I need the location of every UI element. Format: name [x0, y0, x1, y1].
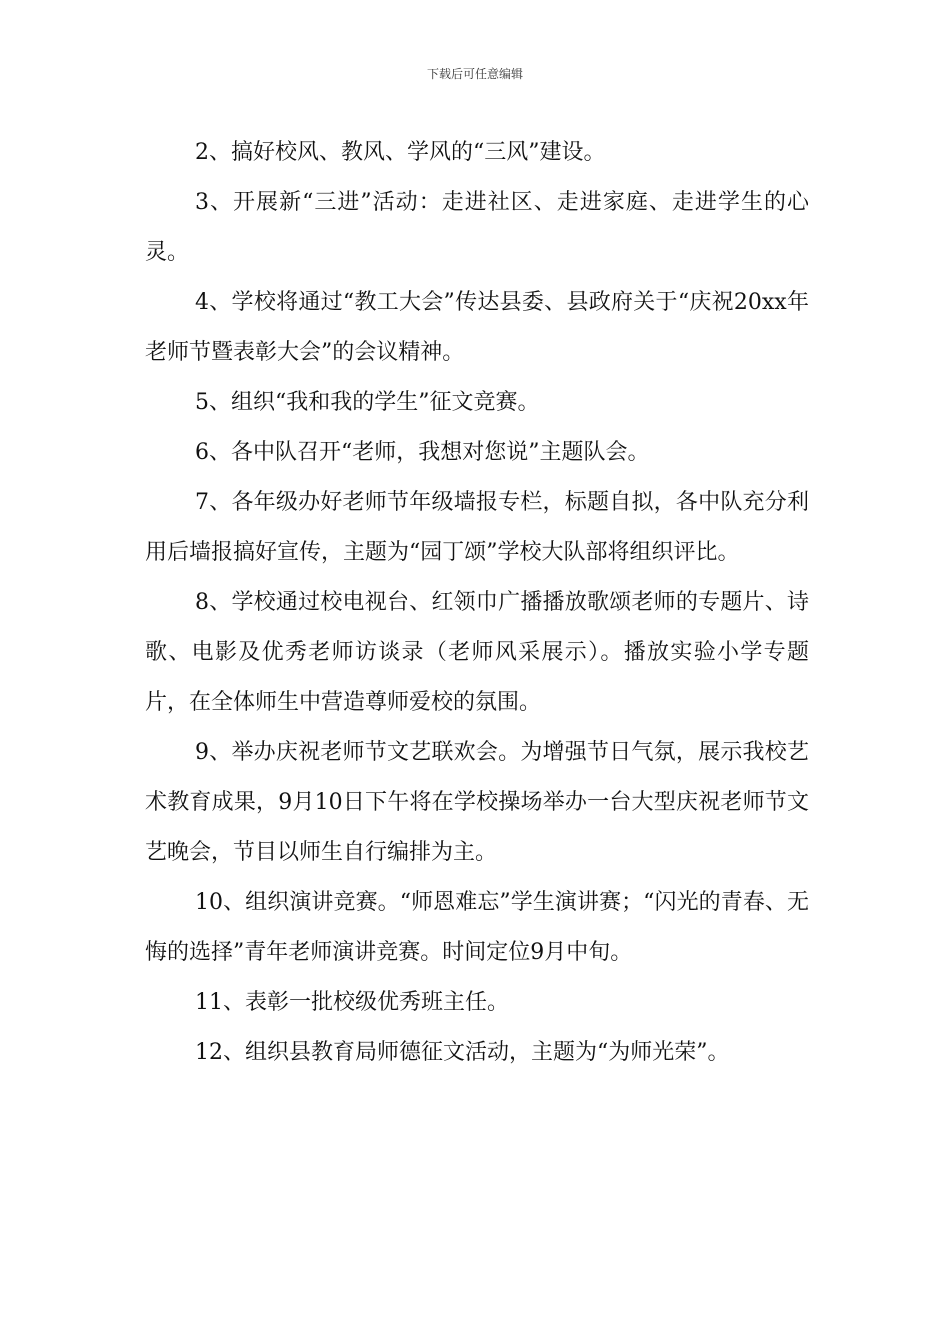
list-item: 4、学校将通过“教工大会”传达县委、县政府关于“庆祝20xx年老师节暨表彰大会”的会议精神。	[145, 290, 809, 365]
list-item: 7、各年级办好老师节年级墙报专栏，标题自拟，各中队充分利用后墙报搞好宣传，主题为“园丁颂”学校大队部将组织评比。	[145, 490, 809, 565]
list-item: 9、举办庆祝老师节文艺联欢会。为增强节日气氛，展示我校艺术教育成果，9月10日下午将在学校操场举办一台大型庆祝老师节文艺晚会，节目以师生自行编排为主。	[145, 740, 809, 865]
list-item: 8、学校通过校电视台、红领巾广播播放歌颂老师的专题片、诗歌、电影及优秀老师访谈录（老师风采展示）。播放实验小学专题片，在全体师生中营造尊师爱校的氛围。	[145, 590, 809, 715]
page-header: 下载后可任意编辑	[426, 67, 523, 81]
list-item: 3、开展新“三进”活动：走进社区、走进家庭、走进学生的心灵。	[145, 190, 809, 265]
list-item: 11、表彰一批校级优秀班主任。	[195, 990, 509, 1015]
list-item: 5、组织“我和我的学生”征文竞赛。	[195, 390, 540, 415]
list-item: 10、组织演讲竞赛。“师恩难忘”学生演讲赛；“闪光的青春、无悔的选择”青年老师演讲竞赛。时间定位9月中旬。	[145, 890, 809, 965]
list-item: 6、各中队召开“老师，我想对您说”主题队会。	[195, 440, 650, 465]
document-body	[145, 128, 809, 1078]
list-item: 12、组织县教育局师德征文活动，主题为“为师光荣”。	[195, 1040, 730, 1065]
list-item: 2、搞好校风、教风、学风的“三风”建设。	[195, 140, 606, 165]
